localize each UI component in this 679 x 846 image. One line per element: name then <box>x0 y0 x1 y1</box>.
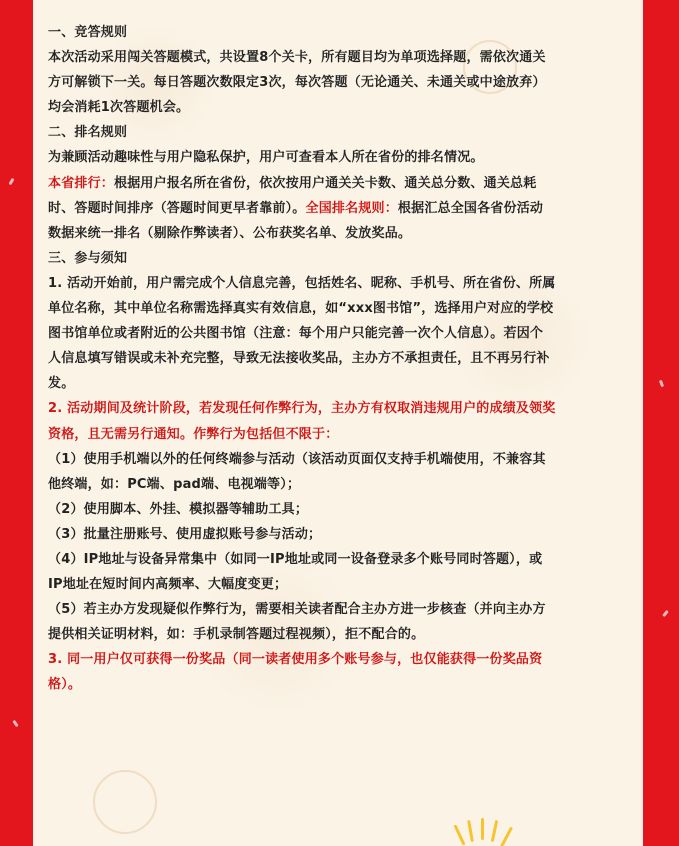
rules-text <box>48 20 633 698</box>
rule-text: 为兼顾活动趣味性与用户隐私保护，用户可查看本人所在省份的排名情况。 <box>48 150 484 166</box>
rule-text: 人信息填写错误或未补充完整，导致无法接收奖品，主办方不承担责任，且不再另行补 <box>48 351 550 367</box>
rule-line <box>48 20 633 45</box>
rule-line <box>48 271 633 296</box>
decorative-swirl <box>93 770 157 834</box>
snow-spark <box>8 178 14 186</box>
highlighted-text: 资格，且无需另行通知。作弊行为包括但不限于： <box>48 426 339 442</box>
rule-line <box>48 622 633 647</box>
rule-line <box>48 196 633 221</box>
rule-text: 提供相关证明材料，如：手机录制答题过程视频），拒不配合的。 <box>48 627 425 643</box>
rule-text: （2）使用脚本、外挂、模拟器等辅助工具； <box>48 501 309 517</box>
rule-line <box>48 45 633 70</box>
rule-line <box>48 95 633 120</box>
firework-spark <box>481 818 484 840</box>
rule-text: 他终端，如：PC端、pad端、电视端等）； <box>48 476 301 492</box>
highlighted-text: 格）。 <box>48 677 82 693</box>
rule-line <box>48 246 633 271</box>
rule-line <box>48 321 633 346</box>
rule-text: 一、竞答规则 <box>48 25 128 40</box>
rule-text: 数据来统一排名（剔除作弊读者）、公布获奖名单、发放奖品。 <box>48 225 412 241</box>
rule-text: 图书馆单位或者附近的公共图书馆（注意：每个用户只能完善一次个人信息）。若因个 <box>48 326 544 342</box>
rule-line <box>48 522 633 547</box>
rule-text: 本次活动采用闯关答题模式，共设置8个关卡，所有题目均为单项选择题，需依次通关 <box>48 50 546 66</box>
highlighted-text: 2. 活动期间及统计阶段，若发现任何作弊行为，主办方有权取消违规用户的成绩及领奖 <box>48 401 556 417</box>
rule-text: 单位名称，其中单位名称需选择真实有效信息，如“xxx图书馆”，选择用户对应的学校 <box>48 301 554 317</box>
rule-line <box>48 171 633 196</box>
rule-line <box>48 572 633 597</box>
rule-text: 根据用户报名所在省份，依次按用户通关关卡数、通关总分数、通关总耗 <box>114 175 537 191</box>
rule-line <box>48 647 633 672</box>
rule-text: IP地址在短时间内高频率、大幅度变更； <box>48 577 288 593</box>
rule-line <box>48 145 633 170</box>
rule-text: （3）批量注册账号、使用虚拟账号参与活动； <box>48 526 322 542</box>
rules-paper <box>33 0 643 846</box>
rule-text: （5）若主办方发现疑似作弊行为，需要相关读者配合主办方进一步核查（并向主办方 <box>48 602 546 618</box>
rule-text: 方可解锁下一关。每日答题次数限定3次，每次答题（无论通关、未通关或中途放弃） <box>48 75 546 91</box>
rule-text: 二、排名规则 <box>48 125 128 141</box>
rule-text: 均会消耗1次答题机会。 <box>48 100 190 116</box>
rule-line <box>48 221 633 246</box>
rule-text: （4）IP地址与设备异常集中（如同一IP地址或同一设备登录多个账号同时答题），或 <box>48 551 543 567</box>
rule-line <box>48 371 633 396</box>
highlighted-text: 本省排行： <box>48 175 115 191</box>
rule-line <box>48 672 633 697</box>
firework-spark <box>500 827 513 846</box>
rule-line <box>48 346 633 371</box>
firework-spark <box>467 820 474 842</box>
rule-text: 根据汇总全国各省份活动 <box>397 200 544 216</box>
rule-line <box>48 422 633 447</box>
rule-line <box>48 497 633 522</box>
rule-line <box>48 597 633 622</box>
rule-line <box>48 547 633 572</box>
firework-spark <box>453 824 465 845</box>
rule-text: 发。 <box>48 376 75 392</box>
highlighted-text: 3. 同一用户仅可获得一份奖品（同一读者使用多个账号参与，也仅能获得一份奖品资 <box>48 652 543 668</box>
rule-text: （1）使用手机端以外的任何终端参与活动（该活动页面仅支持手机端使用，不兼容其 <box>48 451 546 467</box>
rule-text: 1. 活动开始前，用户需完成个人信息完善，包括姓名、昵称、手机号、所在省份、所属 <box>48 275 556 291</box>
rule-line <box>48 447 633 472</box>
firework-spark <box>491 820 499 842</box>
rule-text: 三、参与须知 <box>48 250 128 266</box>
snow-spark <box>662 610 669 617</box>
rule-line <box>48 120 633 145</box>
rule-line <box>48 70 633 95</box>
highlighted-text: 全国排名规则： <box>305 200 398 216</box>
snow-spark <box>12 720 18 727</box>
rule-line <box>48 472 633 497</box>
rule-text: 时、答题时间排序（答题时间更早者靠前）。 <box>48 200 306 216</box>
snow-spark <box>659 380 664 388</box>
rule-line <box>48 296 633 321</box>
rule-line <box>48 396 633 421</box>
